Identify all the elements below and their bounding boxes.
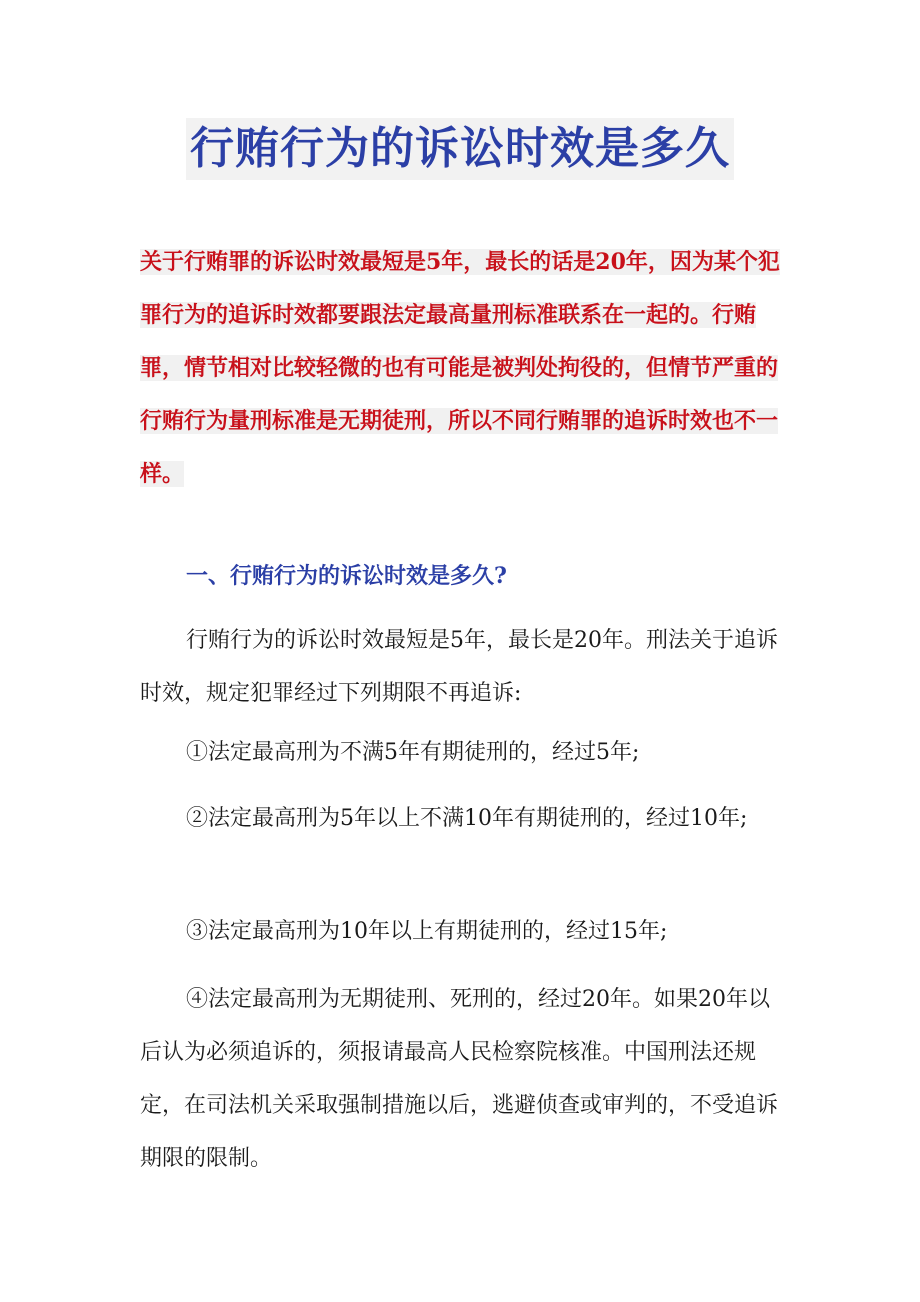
title-container xyxy=(0,118,920,180)
list-item: ①法定最高刑为不满5年有期徒刑的，经过5年; xyxy=(186,740,640,765)
list-item: ③法定最高刑为10年以上有期徒刑的，经过15年; xyxy=(186,919,668,944)
section-heading: 一、行贿行为的诉讼时效是多久? xyxy=(186,563,507,589)
body-paragraph: 行贿行为的诉讼时效最短是5年，最长是20年。刑法关于追诉时效，规定犯罪经过下列期限不再追诉: xyxy=(140,628,778,706)
list-item: ④法定最高刑为无期徒刑、死刑的，经过20年。如果20年以后认为必须追诉的，须报请最高人民检察院核准。中国刑法还规定，在司法机关采取强制措施以后，逃避侦查或审判的，不受追诉期限的限制。 xyxy=(140,987,779,1171)
intro-paragraph xyxy=(140,236,785,501)
page-title: 行贿行为的诉讼时效是多久 xyxy=(186,118,734,180)
intro-text: 关于行贿罪的诉讼时效最短是5年，最长的话是20年，因为某个犯罪行为的追诉时效都要跟法定最高量刑标准联系在一起的。行贿罪，情节相对比较轻微的也有可能是被判处拘役的，但情节严重的行贿行为量刑标准是无期徒刑，所以不同行贿罪的追诉时效也不一样。 xyxy=(140,249,780,487)
list-item: ②法定最高刑为5年以上不满10年有期徒刑的，经过10年; xyxy=(186,806,748,831)
